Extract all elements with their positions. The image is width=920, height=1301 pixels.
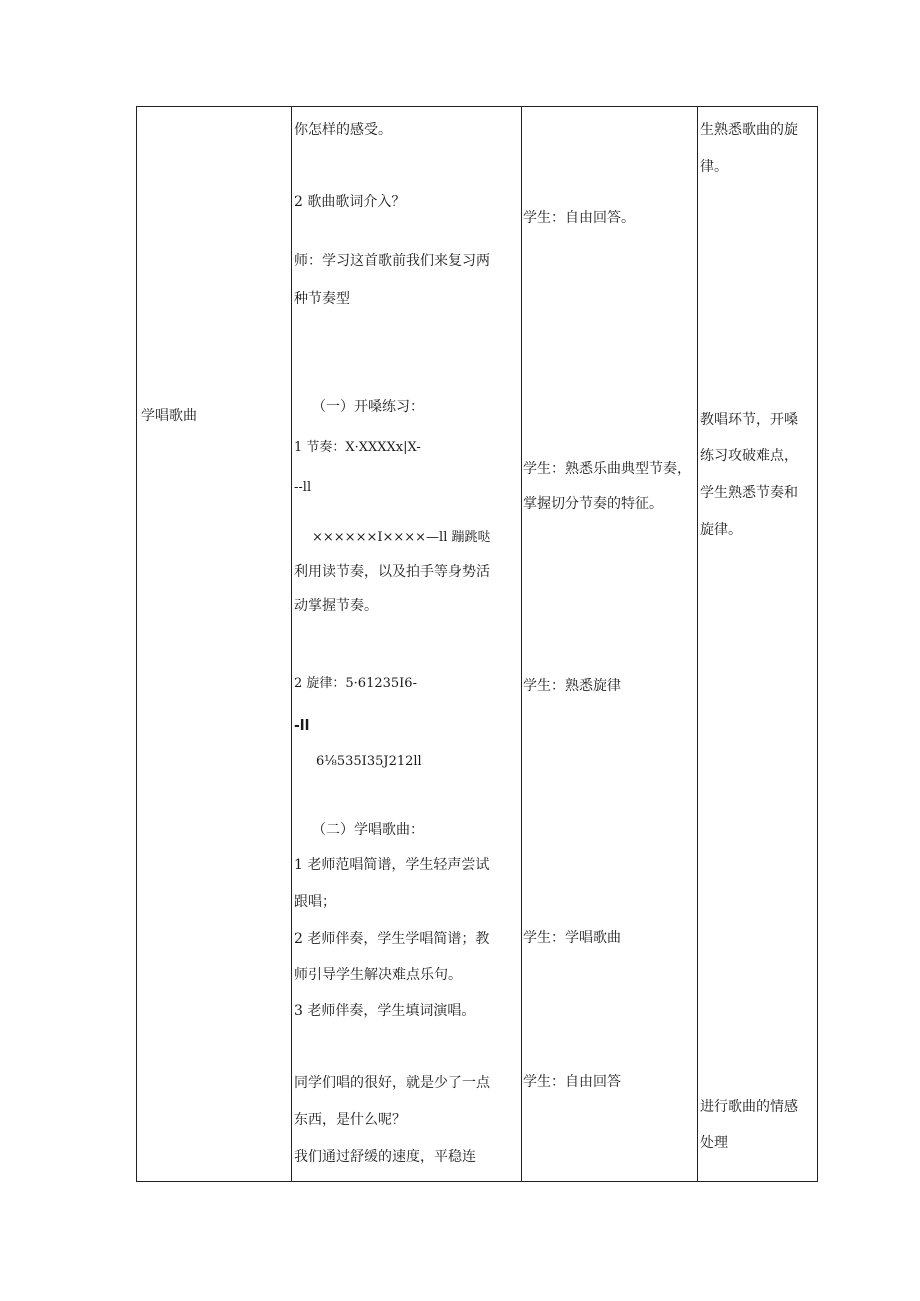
teacher-line: 师：学习这首歌前我们来复习两 xyxy=(294,253,490,269)
column-divider-2 xyxy=(521,106,522,1182)
rhythm-notation: 1 节奏：X·XXXXx|X- xyxy=(294,440,421,455)
intent-line: 进行歌曲的情感 xyxy=(700,1099,798,1115)
melody-notation: 6⅛535I35J212ll xyxy=(316,754,422,769)
subheading-learn-song: （二）学唱歌曲： xyxy=(312,822,424,838)
teacher-line: 同学们唱的很好，就是少了一点 xyxy=(294,1075,490,1091)
teacher-line: 3 老师伴奏，学生填词演唱。 xyxy=(294,1003,476,1019)
column-divider-1 xyxy=(291,106,292,1182)
teacher-line: 师引导学生解决难点乐句。 xyxy=(294,967,462,983)
teacher-line: 2 老师伴奏，学生学唱简谱；教 xyxy=(294,931,490,947)
rhythm-notation: --ll xyxy=(294,480,312,495)
intent-line: 律。 xyxy=(700,159,728,175)
intent-line: 旋律。 xyxy=(700,522,742,538)
teacher-line: 东西，是什么呢？ xyxy=(294,1112,406,1128)
intent-line: 学生熟悉节奏和 xyxy=(700,485,798,501)
teacher-line: 2 歌曲歌词介入？ xyxy=(294,194,406,210)
teacher-line: 我们通过舒缓的速度，平稳连 xyxy=(294,1149,476,1165)
intent-line: 处理 xyxy=(700,1135,728,1151)
subheading-warmup: （一）开嗓练习： xyxy=(312,399,424,415)
column-divider-3 xyxy=(697,106,698,1182)
student-line: 学生：自由回答 xyxy=(523,1074,621,1090)
student-line: 掌握切分节奏的特征。 xyxy=(523,496,663,512)
student-line: 学生：自由回答。 xyxy=(523,210,635,226)
melody-notation: -ll xyxy=(294,718,310,734)
intent-line: 生熟悉歌曲的旋 xyxy=(700,122,798,138)
intent-line: 练习攻破难点， xyxy=(700,448,798,464)
student-line: 学生：熟悉旋律 xyxy=(523,678,621,694)
teacher-line: 动掌握节奏。 xyxy=(294,598,378,614)
teacher-line: 你怎样的感受。 xyxy=(294,122,392,138)
teacher-line: 利用读节奏，以及拍手等身势活 xyxy=(294,564,490,580)
melody-notation: 2 旋律：5·61235I6- xyxy=(294,676,417,691)
student-line: 学生：熟悉乐曲典型节奏， xyxy=(523,461,691,477)
teacher-line: 跟唱； xyxy=(294,894,336,910)
section-label: 学唱歌曲 xyxy=(141,408,197,424)
intent-line: 教唱环节，开嗓 xyxy=(700,412,798,428)
teacher-line: 种节奏型 xyxy=(294,291,350,307)
teacher-line: 1 老师范唱简谱，学生轻声尝试 xyxy=(294,857,490,873)
rhythm-notation: ××××××I××××—ll 蹦跳哒 xyxy=(312,530,491,545)
student-line: 学生：学唱歌曲 xyxy=(523,930,621,946)
